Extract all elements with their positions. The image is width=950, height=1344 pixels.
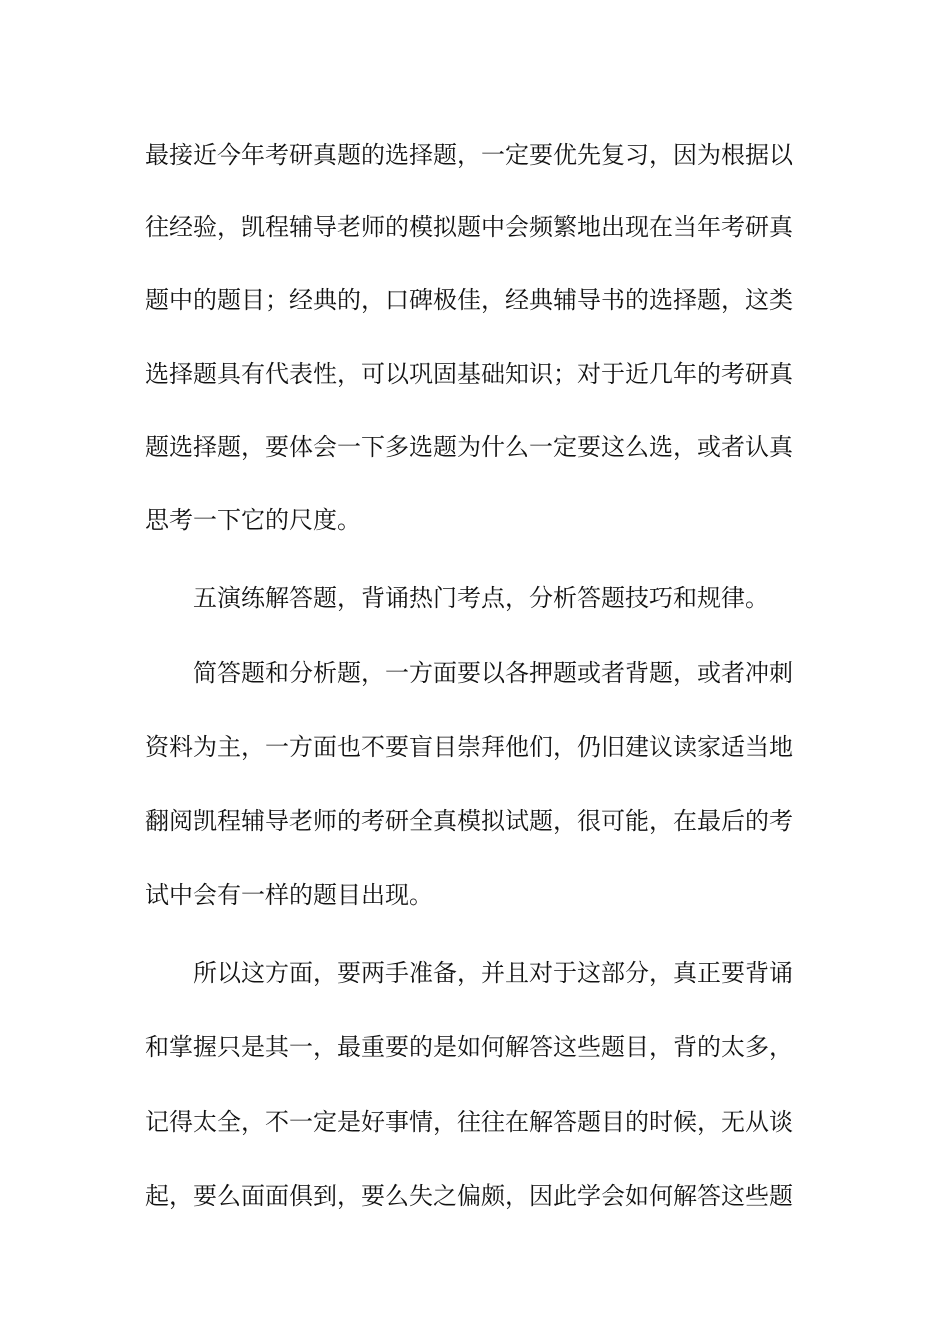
text-line: 所以这方面，要两手准备，并且对于这部分，真正要背诵 (193, 959, 793, 987)
text-line: 简答题和分析题，一方面要以各押题或者背题，或者冲刺 (193, 659, 793, 687)
text-line: 最接近今年考研真题的选择题，一定要优先复习，因为根据以 (145, 141, 793, 169)
text-line: 起，要么面面俱到，要么失之偏颇，因此学会如何解答这些题 (145, 1182, 793, 1210)
text-line: 试中会有一样的题目出现。 (145, 881, 433, 909)
text-line: 资料为主，一方面也不要盲目崇拜他们，仍旧建议读家适当地 (145, 733, 793, 761)
text-line: 和掌握只是其一，最重要的是如何解答这些题目，背的太多， (145, 1033, 793, 1061)
text-line: 题中的题目；经典的，口碑极佳，经典辅导书的选择题，这类 (145, 286, 793, 314)
text-line: 选择题具有代表性，可以巩固基础知识；对于近几年的考研真 (145, 360, 793, 388)
text-line: 记得太全，不一定是好事情，往往在解答题目的时候，无从谈 (145, 1108, 793, 1136)
section-heading: 五演练解答题，背诵热门考点，分析答题技巧和规律。 (193, 584, 769, 612)
text-line: 思考一下它的尺度。 (145, 506, 361, 534)
text-line: 往经验，凯程辅导老师的模拟题中会频繁地出现在当年考研真 (145, 213, 793, 241)
text-line: 翻阅凯程辅导老师的考研全真模拟试题，很可能，在最后的考 (145, 807, 793, 835)
text-line: 题选择题，要体会一下多选题为什么一定要这么选，或者认真 (145, 433, 793, 461)
